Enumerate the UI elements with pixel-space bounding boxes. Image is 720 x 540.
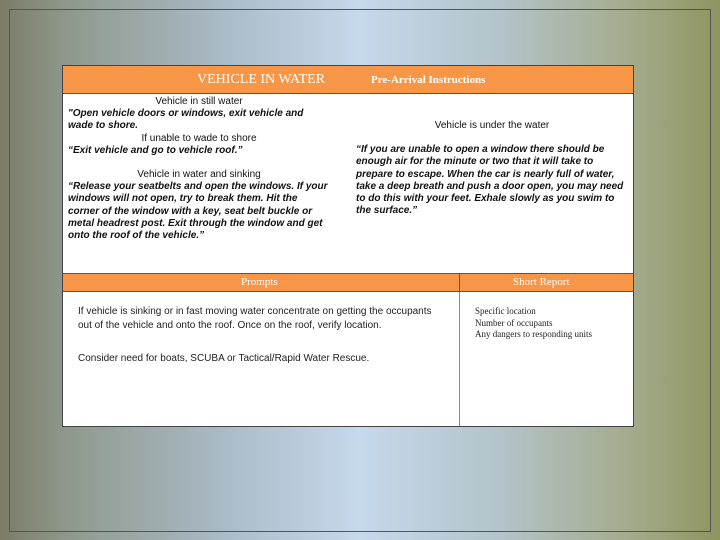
sinking-quote: “Release your seatbelts and open the windows. If your windows will not open, try to break them. Hit the corner of the window with a key, seat belt buckle or metal headrest post. Exit through the window and get onto the roof of the vehicle.” xyxy=(68,181,328,242)
prompts-header xyxy=(63,273,460,292)
wade-quote: “Exit vehicle and go to vehicle roof.” xyxy=(68,144,243,156)
card-header xyxy=(63,66,633,94)
short-report-item: Number of occupants xyxy=(475,317,553,328)
short-report-list xyxy=(475,306,630,341)
card-title: VEHICLE IN WATER xyxy=(197,72,326,87)
protocol-card xyxy=(62,65,634,427)
sinking-heading: Vehicle in water and sinking xyxy=(137,169,261,181)
prompt-paragraph-1: If vehicle is sinking or in fast moving water concentrate on getting the occupants out of the vehicle and onto the roof. Once on the roof, verify location. xyxy=(78,306,432,331)
prompts-body xyxy=(78,305,438,366)
still-water-heading: Vehicle in still water xyxy=(155,96,243,107)
card-subtitle: Pre-Arrival Instructions xyxy=(371,74,486,86)
left-instructions xyxy=(68,96,330,242)
prompt-paragraph-2: Consider need for boats, SCUBA or Tactical/Rapid Water Rescue. xyxy=(78,353,370,364)
short-report-item: Specific location xyxy=(475,306,536,316)
wade-heading: If unable to wade to shore xyxy=(141,132,257,144)
short-report-item: Any dangers to responding units xyxy=(475,329,592,339)
under-water-quote: “If you are unable to open a window there should be enough air for the minute or two that it will take to prepare to escape. When the car is nearly full of water, take a deep breath and push a door open, you may need to do this with your feet. Exhale slowly as you swim to the surface.” xyxy=(356,144,624,217)
prompts-label: Prompts xyxy=(241,276,278,288)
under-water-heading: Vehicle is under the water xyxy=(434,120,550,131)
column-divider xyxy=(459,292,460,426)
still-water-quote: "Open vehicle doors or windows, exit vehicle and wade to shore. xyxy=(68,108,304,132)
short-report-label: Short Report xyxy=(513,276,570,288)
short-report-header xyxy=(460,273,633,292)
right-instructions xyxy=(356,120,628,217)
